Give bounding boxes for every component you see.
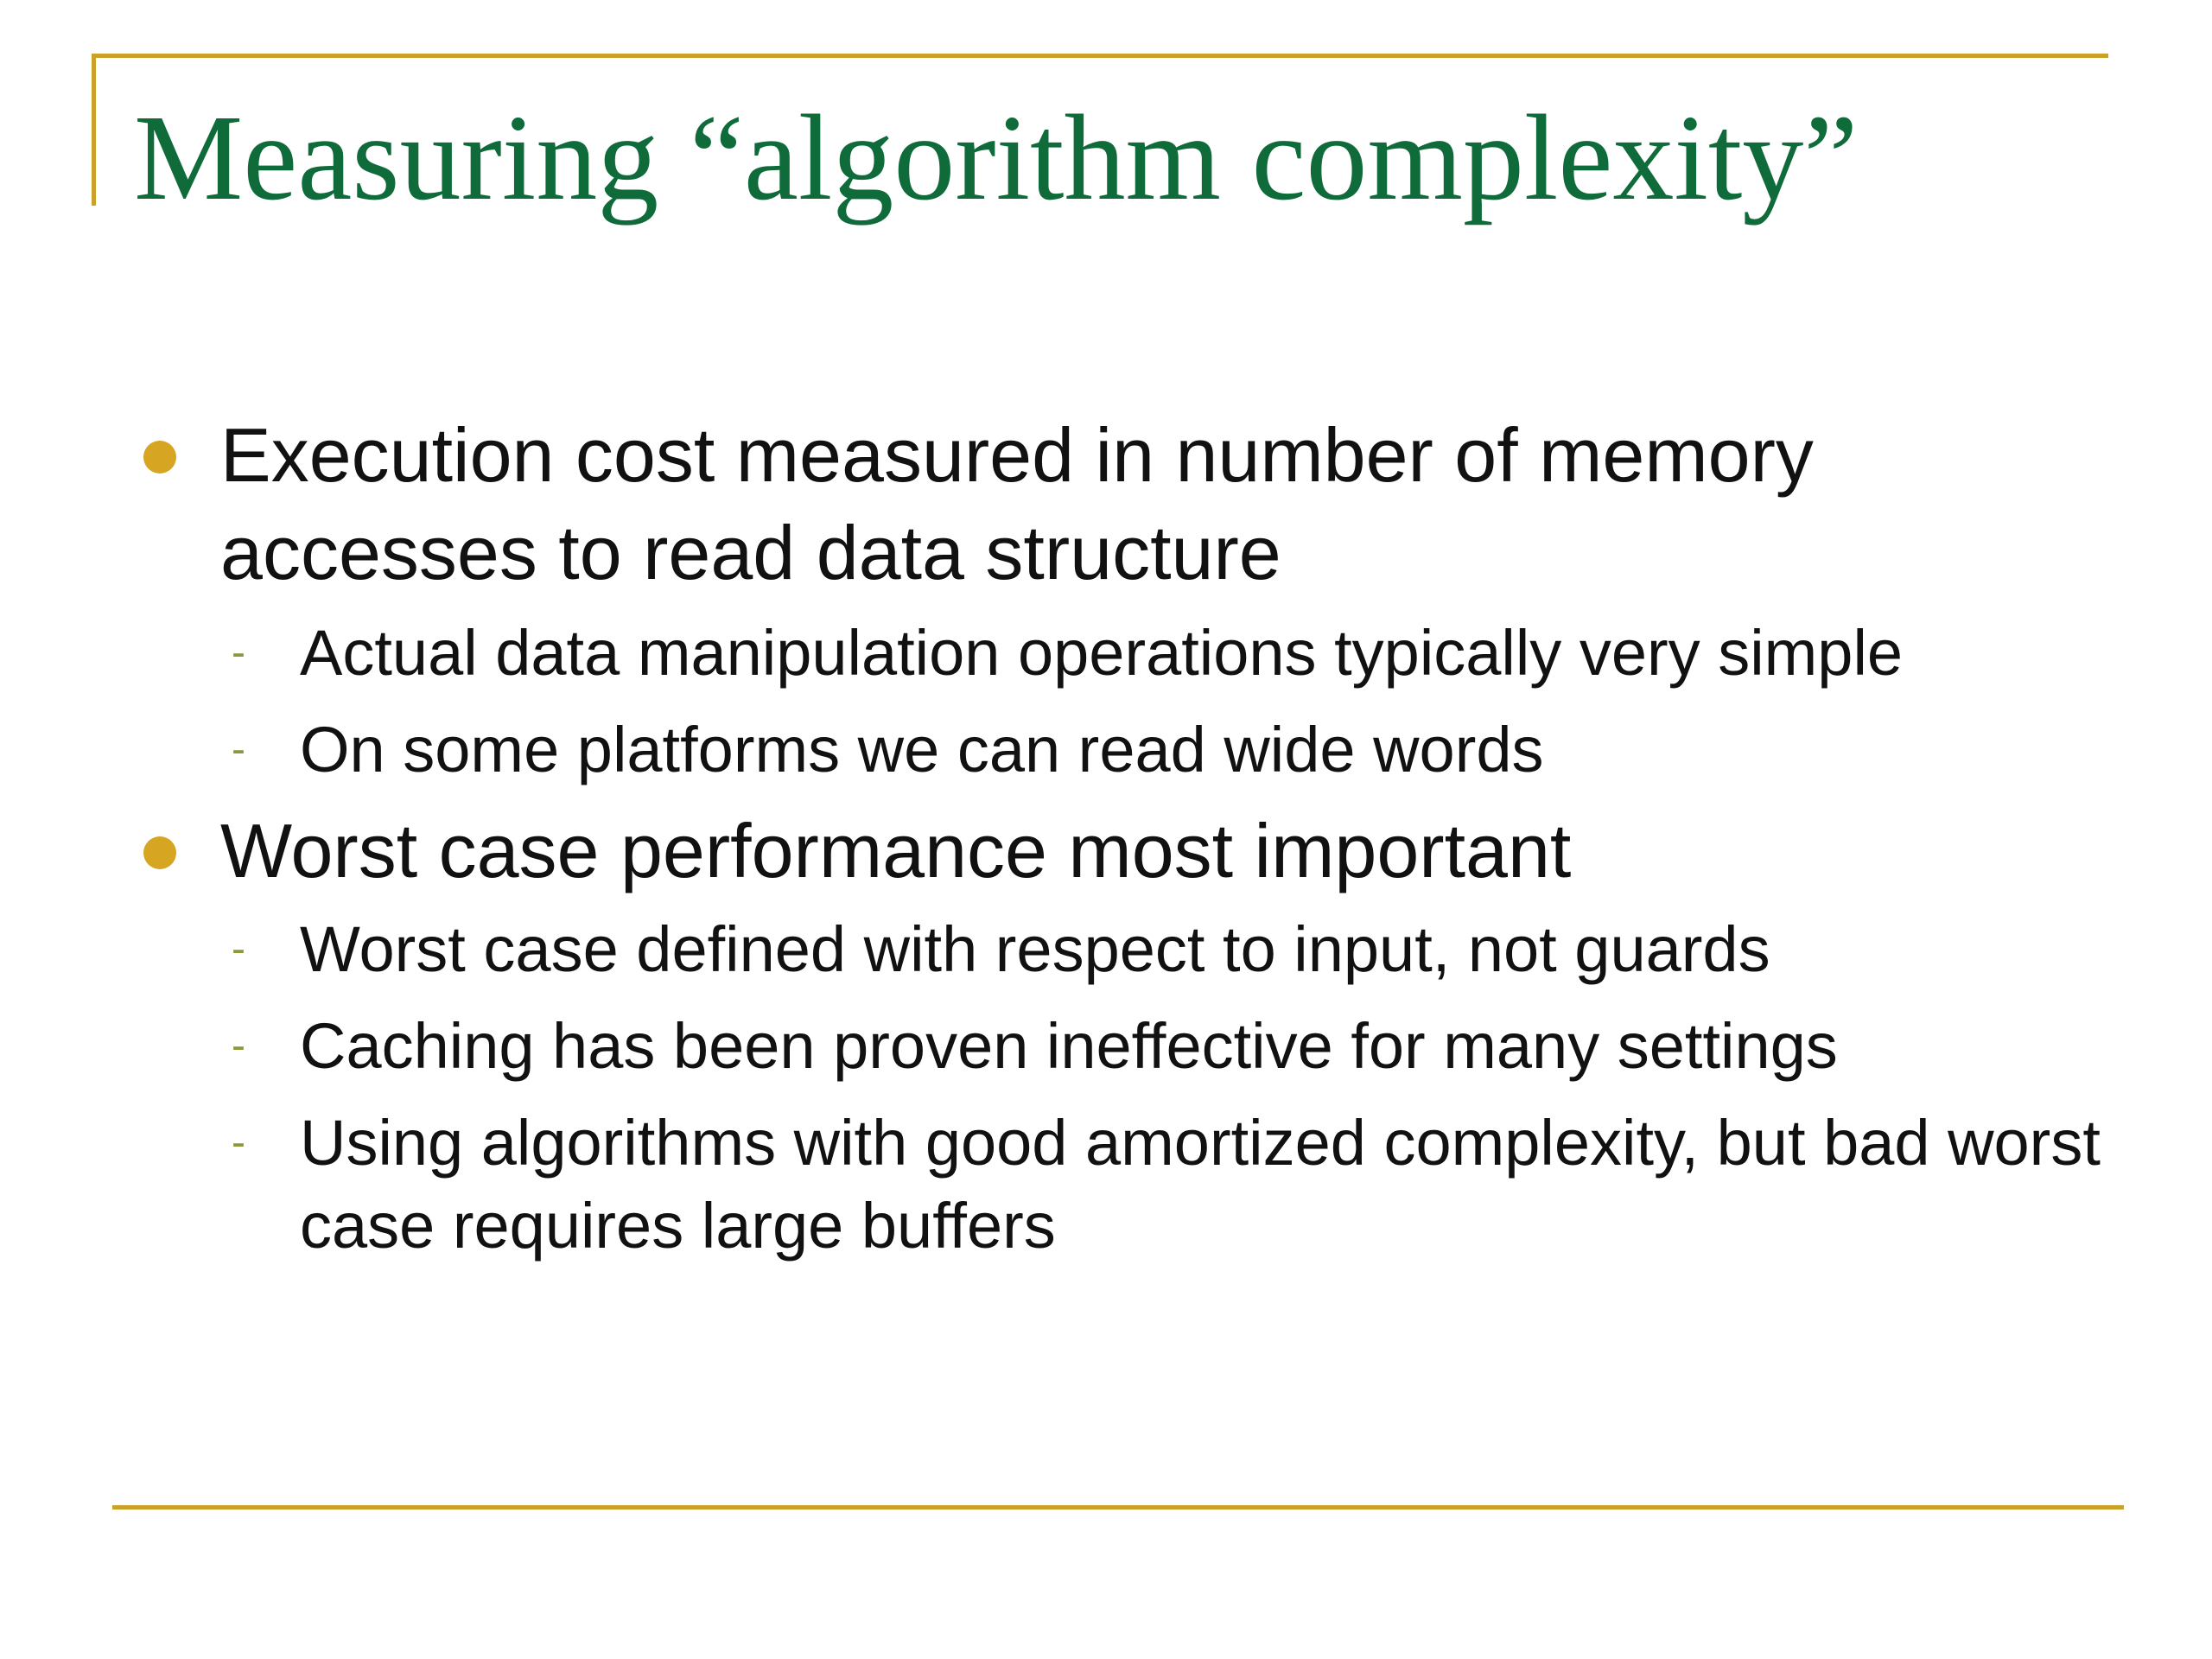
slide-content [0, 406, 2212, 1268]
bullet-item [0, 802, 2212, 899]
dash-icon: - [232, 1023, 245, 1069]
bullet-dot-icon [143, 441, 176, 474]
dash-icon: - [232, 926, 245, 972]
sub-item-text: Using algorithms with good amortized complexity, but bad worst case requires large buffers [300, 1107, 2101, 1262]
bottom-rule [112, 1505, 2124, 1510]
bullet-dot-icon [143, 836, 176, 869]
dash-icon: - [232, 1120, 245, 1166]
sub-item [0, 1102, 2212, 1268]
sub-item-text: On some platforms we can read wide words [300, 714, 1544, 785]
left-rule [92, 54, 96, 206]
sub-item-text: Caching has been proven ineffective for many settings [300, 1010, 1838, 1082]
dash-icon: - [232, 630, 245, 676]
slide-title: Measuring “algorithm complexity” [134, 89, 1859, 226]
bullet-text: Worst case performance most important [220, 808, 1572, 893]
sub-item [0, 612, 2212, 695]
dash-icon: - [232, 727, 245, 772]
sub-item [0, 709, 2212, 791]
sub-item [0, 908, 2212, 991]
sub-item [0, 1005, 2212, 1088]
bullet-text: Execution cost measured in number of memory accesses to read data structure [220, 412, 1814, 595]
sub-item-text: Actual data manipulation operations typically very simple [300, 617, 1904, 689]
sub-item-text: Worst case defined with respect to input, not guards [300, 913, 1770, 985]
bullet-item [0, 406, 2212, 601]
top-rule [92, 54, 2108, 58]
